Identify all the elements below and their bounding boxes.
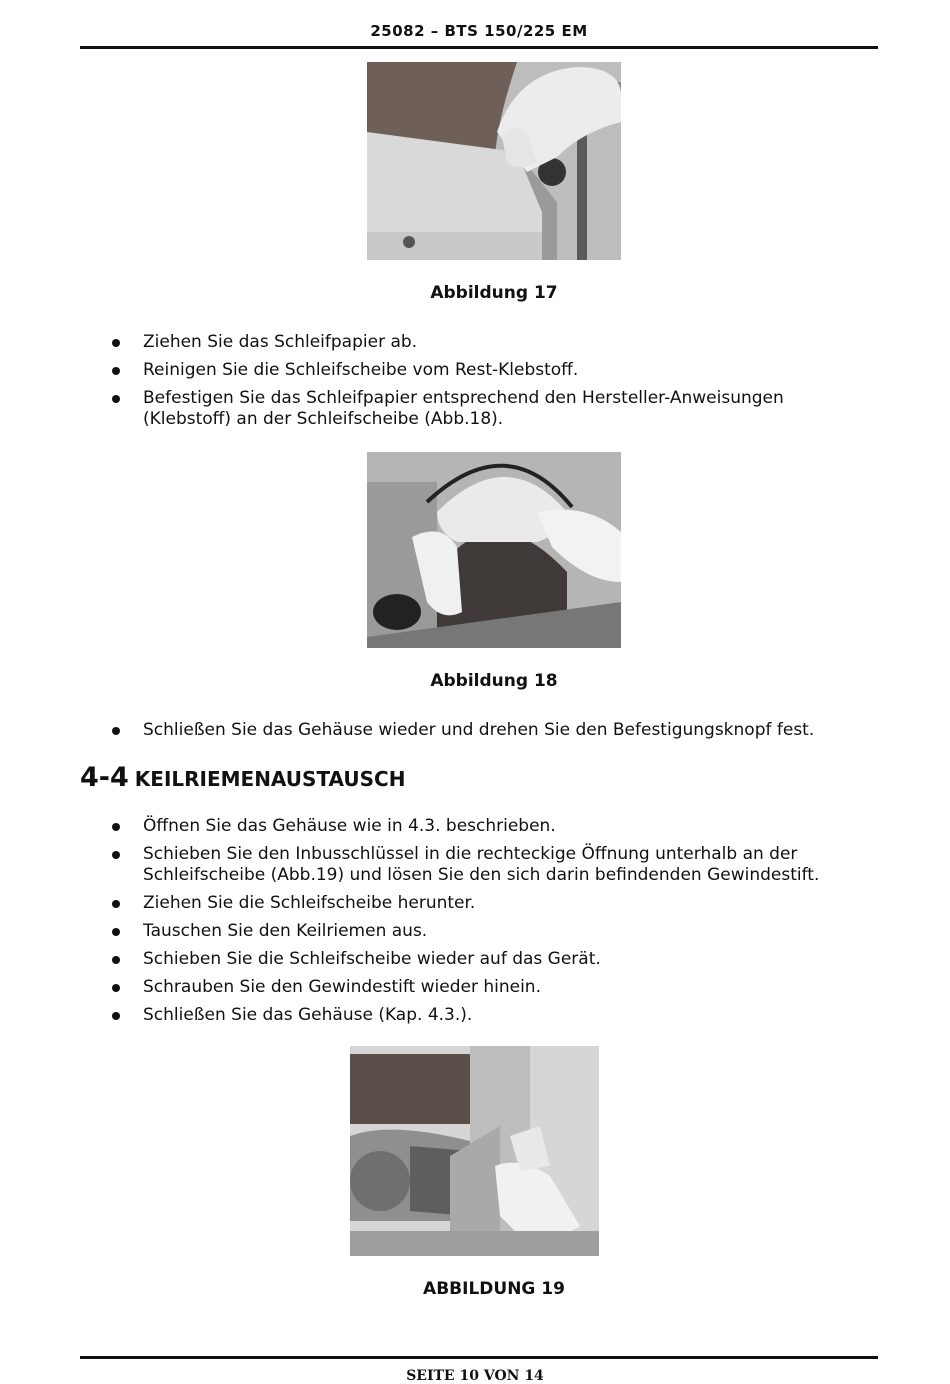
- figure-19-caption: ABBILDUNG 19: [423, 1279, 565, 1299]
- list-item: Schrauben Sie den Gewindestift wieder hinein.: [112, 977, 852, 998]
- figure-17-image: [367, 62, 621, 260]
- bullet-icon: [112, 395, 120, 403]
- bullet-icon: [112, 928, 120, 936]
- list-item: Schieben Sie die Schleifscheibe wieder auf das Gerät.: [112, 949, 852, 970]
- list-item: Tauschen Sie den Keilriemen aus.: [112, 921, 852, 942]
- section-title: KEILRIEMENAUSTAUSCH: [134, 767, 406, 791]
- list-item: Öffnen Sie das Gehäuse wie in 4.3. beschrieben.: [112, 816, 852, 837]
- bullet-icon: [112, 1012, 120, 1020]
- list-item: Schieben Sie den Inbusschlüssel in die rechteckige Öffnung unterhalb an der Schleifscheibe (Abb.19) und lösen Sie den sich darin befindenden Gewindestift.: [112, 844, 852, 886]
- header-rule: [80, 46, 878, 49]
- instruction-list-1: [112, 332, 852, 437]
- list-item: Befestigen Sie das Schleifpapier entsprechend den Hersteller-Anweisungen (Klebstoff) an der Schleifscheibe (Abb.18).: [112, 388, 852, 430]
- bullet-icon: [112, 984, 120, 992]
- section-heading: [80, 762, 405, 793]
- list-item: Ziehen Sie die Schleifscheibe herunter.: [112, 893, 852, 914]
- list-item: Schließen Sie das Gehäuse (Kap. 4.3.).: [112, 1005, 852, 1026]
- instruction-list-2: [112, 720, 852, 748]
- bullet-icon: [112, 367, 120, 375]
- bullet-icon: [112, 727, 120, 735]
- document-title: 25082 – BTS 150/225 EM: [370, 22, 588, 40]
- list-item: Ziehen Sie das Schleifpapier ab.: [112, 332, 852, 353]
- list-item: Schließen Sie das Gehäuse wieder und drehen Sie den Befestigungsknopf fest.: [112, 720, 852, 741]
- instruction-list-3: [112, 816, 852, 1033]
- bullet-icon: [112, 823, 120, 831]
- bullet-icon: [112, 339, 120, 347]
- bullet-icon: [112, 851, 120, 859]
- figure-18-caption: Abbildung 18: [430, 671, 558, 691]
- list-item: Reinigen Sie die Schleifscheibe vom Rest-Klebstoff.: [112, 360, 852, 381]
- page-number: SEITE 10 VON 14: [406, 1368, 544, 1384]
- figure-18-image: [367, 452, 621, 648]
- section-number: 4-4: [80, 762, 129, 793]
- figure-17-caption: Abbildung 17: [430, 283, 558, 303]
- bullet-icon: [112, 956, 120, 964]
- bullet-icon: [112, 900, 120, 908]
- footer-rule: [80, 1356, 878, 1359]
- figure-19-image: [350, 1046, 599, 1256]
